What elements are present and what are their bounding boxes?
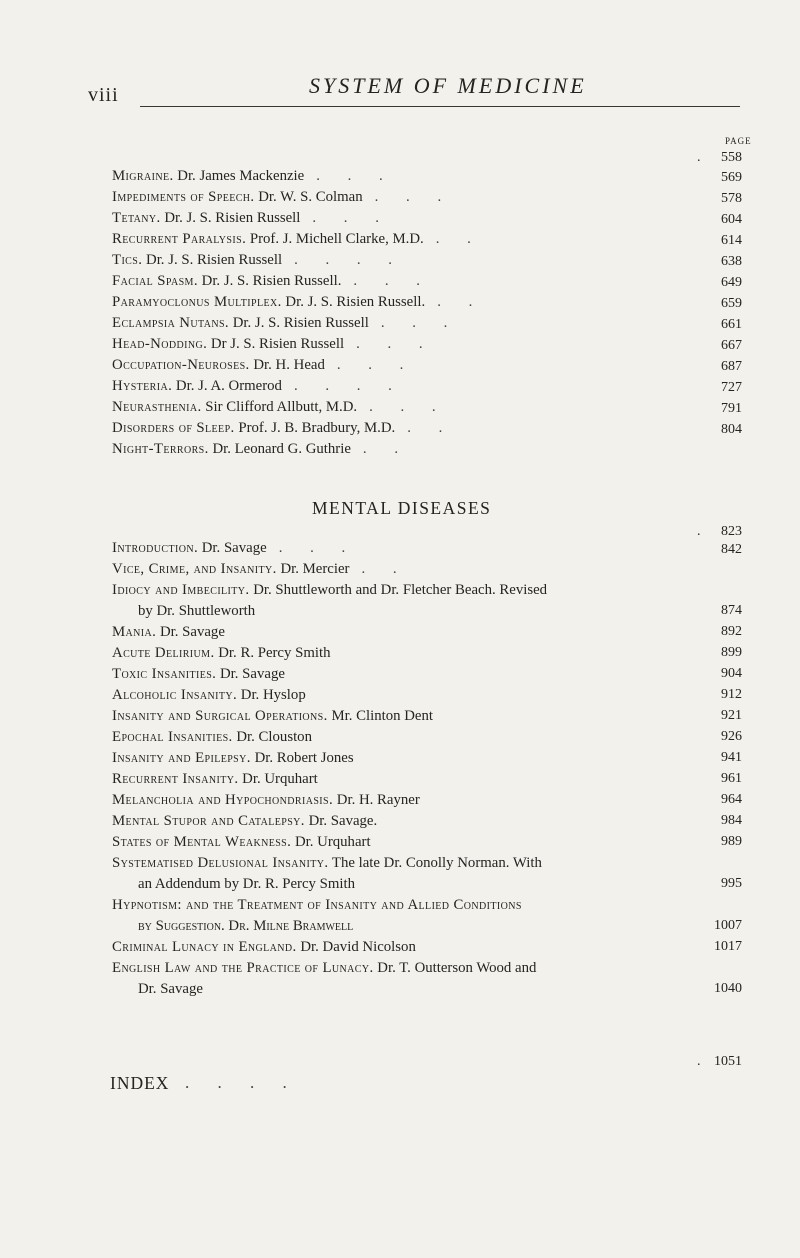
toc-entry: Facial Spasm. Dr. J. S. Risien Russell. . . . [112,273,432,289]
entry-author: Dr. Clouston [236,729,312,745]
entry-title: Mania. [112,624,157,640]
index-label: INDEX [110,1073,170,1093]
page-number: 892 [721,624,742,639]
entry-continuation [138,916,353,936]
entry-title: Tetany. [112,210,161,226]
entry-title: Migraine. [112,168,174,184]
contents-list: . 558 Migraine. Dr. James Mackenzie . . . 569 Impediments of Speech. Dr. W. S. Colman . . . 578 Tetany. Dr. J. S. Risien Russell . . . 604 Recurrent Paralysis. Prof. J. Michell Clarke, M.D. . . 614 Tics. Dr. J. S. Risien Russell . . . . 638 Facial Spasm. Dr. J. S. Risien Russell. . . . 649 Paramyoclonus Multiplex. Dr. J. S. Risien Russell. . . 659 Eclampsia Nutans. Dr. J. S. Risien Russell . . . 661 Head-Nodding. Dr J. S. Risien Russell . . . 667 Occupation-Neuroses. Dr. H. Head . . . 687 Hysteria. Dr. J. A. Ormerod . . . . 727 Neurasthenia. Sir Clifford Allbutt, M.D. . . . 791 Disorders of Sleep. Prof. J. B. Bradbury, M.D. . . 804 Night-Terrors. Dr. Leonard G. Guthrie . . MENTAL DISEASES . 823 Introduction. Dr. Savage . . . 842 Vice, Crime, and Insanity. Dr. Mercier . . Idiocy and Imbecility. Dr. Shuttleworth and Dr. Fletcher Beach. Revised by Dr. Shuttleworth 874 Mania. Dr. Savage 892 Acute Delirium. Dr. R. Percy Smith 899 Toxic Insanities. Dr. Savage 904 Alcoholic Insanity. Dr. Hyslop 912 Insanity and Surgical Operations. Mr. Clinton Dent 921 Epochal Insanities. Dr. Clouston 926 Insanity and Epilepsy. Dr. Robert Jones 941 Recurrent Insanity. Dr. Urquhart 961 Melancholia and Hypochondriasis. Dr. H. Rayner 964 Mental Stupor and Catalepsy. Dr. Savage. 984 States of Mental Weakness. Dr. Urquhart 989 Systematised Delusional Insanity. The late Dr. Conolly Norman. With an Addendum by Dr. R. Percy Smith 995 Hypnotism: and the Treatment of Insanity and Allied Conditions by Suggestion. Dr. Milne Bramwell 1007 Criminal Lunacy in England. Dr. David Nicolson 1017 English Law and the Practice of Lunacy. Dr. T. Outterson Wood and Dr. Savage 1040 . 1051 INDEX . . . . [110,150,742,1093]
page-number: 578 [721,191,742,206]
toc-entry [112,622,712,642]
toc-entry [112,727,712,747]
entry-author: Dr. R. Percy Smith [218,645,331,661]
toc-entry [112,895,712,915]
entry-author: Dr. W. S. Colman [258,189,363,205]
page-number: 912 [721,687,742,702]
toc-entry: Vice, Crime, and Insanity. Dr. Mercier . . [112,561,409,577]
entry-title: Recurrent Paralysis. [112,231,247,247]
entry-title: Idiocy and Imbecility. [112,582,250,598]
page-number: 638 [721,254,742,269]
entry-author: Dr. Savage [219,666,285,682]
entry-title: Disorders of Sleep. [112,420,235,436]
entry-continuation: Dr. Savage [138,981,203,997]
page-number: 614 [721,233,742,248]
page-number: 687 [721,359,742,374]
toc-entry [112,790,712,810]
entry-title: Facial Spasm. [112,273,198,289]
page-number: 727 [721,380,742,395]
entry-title: Criminal Lunacy in England. [112,939,297,955]
toc-entry [112,685,712,705]
page-number: 961 [721,771,742,786]
page-number: 667 [721,338,742,353]
entry-author: Dr. H. Rayner [336,792,420,808]
entry-author: Dr. Savage [159,624,225,640]
entry-author: Dr. T. Outterson Wood and [377,960,537,976]
page-number: 842 [721,542,742,557]
toc-entry: Night-Terrors. Dr. Leonard G. Guthrie . . [112,441,411,457]
entry-author: Dr. James Mackenzie [177,168,305,184]
entry-title: Toxic Insanities. [112,666,217,682]
entry-author: Dr. H. Head [253,357,325,373]
toc-entry: Tetany. Dr. J. S. Risien Russell . . . [112,210,391,226]
toc-entry: Impediments of Speech. Dr. W. S. Colman . . . [112,189,454,205]
entry-title: Recurrent Insanity. [112,771,239,787]
page-number: 941 [721,750,742,765]
entry-title: Impediments of Speech. [112,189,255,205]
page-number: 1007 [714,918,742,933]
toc-entry [112,580,712,600]
entry-title: Systematised Delusional Insanity. [112,855,329,871]
entry-author: Dr. Mercier [280,561,350,577]
toc-entry [112,811,712,831]
page-number: 1040 [714,981,742,996]
page-number: 659 [721,296,742,311]
entry-author: Dr. Urquhart [294,834,371,850]
section-heading: MENTAL DISEASES [312,498,492,518]
toc-entry: Occupation-Neuroses. Dr. H. Head . . . [112,357,416,373]
page-number: 569 [721,170,742,185]
entry-continuation: an Addendum by Dr. R. Percy Smith [138,876,356,892]
entry-author: Prof. J. Michell Clarke, M.D. [249,231,424,247]
page-number: 661 [721,317,742,332]
entry-author: Dr. David Nicolson [300,939,416,955]
entry-title: Eclampsia Nutans. [112,315,230,331]
toc-entry [112,643,712,663]
entry-author: Dr. Hyslop [240,687,306,703]
entry-title: English Law and the Practice of Lunacy. [112,960,374,976]
page-number: 921 [721,708,742,723]
entry-author: Mr. Clinton Dent [331,708,433,724]
page-number: 874 [721,603,742,618]
entry-author: Dr. Savage. [308,813,378,829]
entry-title: Hypnotism: and the Treatment of Insanity and Allied Conditions [112,897,522,913]
page-number: 604 [721,212,742,227]
entry-author: The late Dr. Conolly Norman. With [331,855,542,871]
page-number: 649 [721,275,742,290]
entry-title: Introduction. [112,540,199,556]
entry-title: Insanity and Epilepsy. [112,750,251,766]
page-number: 1017 [714,939,742,954]
entry-author: Dr. J. S. Risien Russell [146,252,283,268]
entry-title: Melancholia and Hypochondriasis. [112,792,334,808]
entry-title: Acute Delirium. [112,645,215,661]
toc-entry: Eclampsia Nutans. Dr. J. S. Risien Russell . . . [112,315,460,331]
entry-continuation: by Dr. Shuttleworth [138,603,256,619]
entry-title: Paramyoclonus Multiplex. [112,294,282,310]
page-number: 989 [721,834,742,849]
entry-author: Dr. J. A. Ormerod [175,378,282,394]
toc-entry: Disorders of Sleep. Prof. J. B. Bradbury, M.D. . . [112,420,455,436]
page-column-label: PAGE [725,136,752,146]
entry-author: Dr J. S. Risien Russell [210,336,345,352]
toc-entry [112,664,712,684]
entry-author: Dr. Robert Jones [254,750,354,766]
entry-title: Alcoholic Insanity. [112,687,238,703]
page-number: 984 [721,813,742,828]
toc-entry: Migraine. Dr. James Mackenzie . . . [112,168,395,184]
page-number: 899 [721,645,742,660]
running-head: SYSTEM OF MEDICINE [309,73,587,98]
toc-entry: Neurasthenia. Sir Clifford Allbutt, M.D. . . . [112,399,448,415]
entry-author: Sir Clifford Allbutt, M.D. [205,399,358,415]
entry-author: Dr. J. S. Risien Russell. [201,273,342,289]
entry-author: Prof. J. B. Bradbury, M.D. [238,420,396,436]
toc-entry [112,832,712,852]
toc-entry: Introduction. Dr. Savage . . . [112,540,358,556]
entry-author: Dr. J. S. Risien Russell [232,315,369,331]
toc-entry [112,853,712,873]
toc-entry [112,937,712,957]
entry-title: Head-Nodding. [112,336,208,352]
entry-author: Dr. Shuttleworth and Dr. Fletcher Beach. Revised [253,582,548,598]
page-number: 558 [721,150,742,165]
entry-title: Vice, Crime, and Insanity. [112,561,277,577]
entry-title: Epochal Insanities. [112,729,233,745]
toc-entry: Tics. Dr. J. S. Risien Russell . . . . [112,252,404,268]
page-number: 964 [721,792,742,807]
entry-author: Dr. Urquhart [242,771,318,787]
entry-title: Night-Terrors. [112,441,209,457]
entry-title: Tics. [112,252,143,268]
entry-author: Dr. J. S. Risien Russell. [285,294,426,310]
toc-entry [112,769,712,789]
page-number: 995 [721,876,742,891]
entry-title: Mental Stupor and Catalepsy. [112,813,305,829]
entry-title: Insanity and Surgical Operations. [112,708,328,724]
entry-continuation-text: by Suggestion. Dr. Milne Bramwell [138,918,354,934]
entry-title: Occupation-Neuroses. [112,357,250,373]
folio: viii [88,84,119,106]
entry-author: Dr. J. S. Risien Russell [164,210,301,226]
entry-title: Neurasthenia. [112,399,202,415]
toc-entry: Recurrent Paralysis. Prof. J. Michell Clarke, M.D. . . [112,231,483,247]
toc-entry: Head-Nodding. Dr J. S. Risien Russell . . . [112,336,435,352]
entry-title: States of Mental Weakness. [112,834,292,850]
entry-author: Dr. Leonard G. Guthrie [212,441,351,457]
toc-entry [112,958,712,978]
page-number: 1051 [714,1054,742,1069]
page-number: 926 [721,729,742,744]
page-number: 804 [721,422,742,437]
index-leader: . . . . [185,1073,299,1092]
entry-author: Dr. Savage [201,540,267,556]
toc-entry [112,748,712,768]
entry-title: Hysteria. [112,378,173,394]
page-number: 904 [721,666,742,681]
page-number: 791 [721,401,742,416]
page-number: 823 [721,524,742,539]
toc-entry: Paramyoclonus Multiplex. Dr. J. S. Risien Russell. . . [112,294,485,310]
toc-entry [112,706,712,726]
toc-entry: Hysteria. Dr. J. A. Ormerod . . . . [112,378,404,394]
